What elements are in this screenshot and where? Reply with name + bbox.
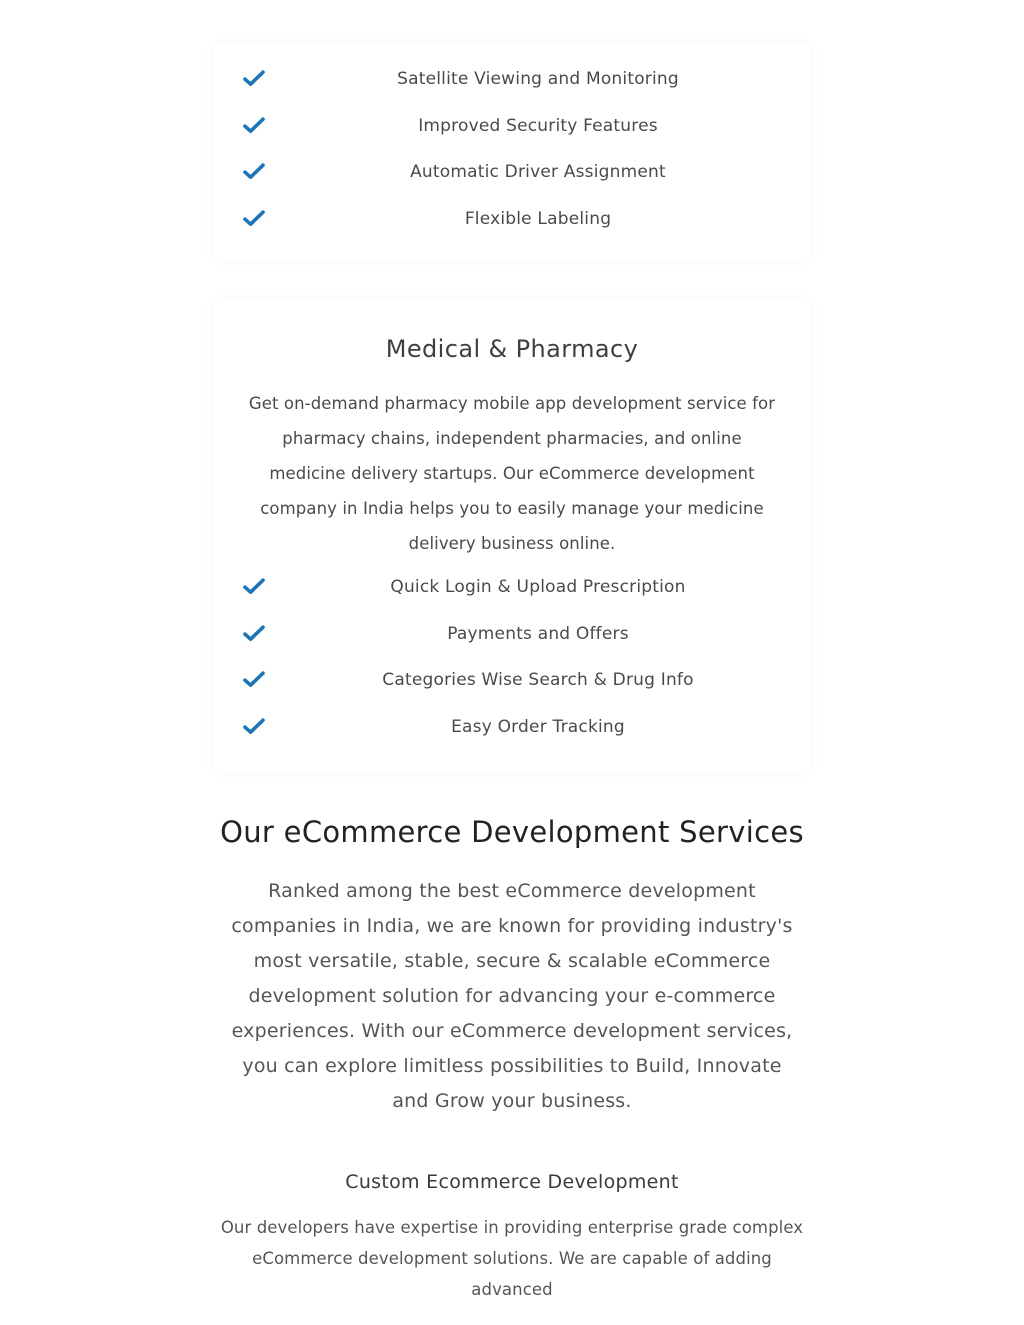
feature-item [214, 574, 810, 621]
feature-label: Improved Security Features [418, 115, 658, 136]
card-description: Get on-demand pharmacy mobile app development service for pharmacy chains, independent pharmacies, and online medicine delivery startups. Our eCommerce development company in India helps you to easily manage your medicine delivery business online. [248, 394, 776, 553]
checkmark-icon [242, 66, 266, 90]
custom-ecommerce-title: Custom Ecommerce Development [345, 1171, 679, 1193]
feature-label: Satellite Viewing and Monitoring [397, 69, 679, 89]
feature-label: Categories Wise Search & Drug Info [382, 670, 694, 691]
checkmark-icon [242, 159, 266, 183]
feature-label: Flexible Labeling [464, 208, 612, 229]
feature-item [214, 159, 810, 206]
feature-item [214, 206, 810, 253]
section-title: Our eCommerce Development Services [220, 815, 804, 849]
section-description: Ranked among the best eCommerce development companies in India, we are known for providing industry's most versatile, stable, secure & scalable eCommerce development solution for advancing your e-commerce experiences. With our eCommerce development services, you can explore limitless possibilities to Build, Innovate and Grow your business. [231, 880, 793, 1112]
feature-card-top [214, 42, 810, 260]
checkmark-icon [242, 574, 266, 598]
feature-label: Automatic Driver Assignment [410, 162, 666, 183]
feature-list [214, 574, 810, 760]
feature-item [214, 66, 810, 113]
checkmark-icon [242, 206, 266, 230]
feature-item [214, 714, 810, 761]
checkmark-icon [242, 714, 266, 738]
feature-item [214, 113, 810, 160]
feature-list [214, 66, 810, 252]
feature-item [214, 621, 810, 668]
medical-pharmacy-card [214, 300, 810, 772]
checkmark-icon [242, 113, 266, 137]
checkmark-icon [242, 621, 266, 645]
feature-label: Payments and Offers [447, 623, 629, 644]
custom-ecommerce-description: Our developers have expertise in providing enterprise grade complex eCommerce development solutions. We are capable of adding advanced [220, 1218, 804, 1299]
feature-label: Easy Order Tracking [451, 716, 625, 737]
checkmark-icon [242, 667, 266, 691]
feature-item [214, 667, 810, 714]
feature-label: Quick Login & Upload Prescription [390, 577, 686, 597]
card-title: Medical & Pharmacy [385, 335, 639, 363]
